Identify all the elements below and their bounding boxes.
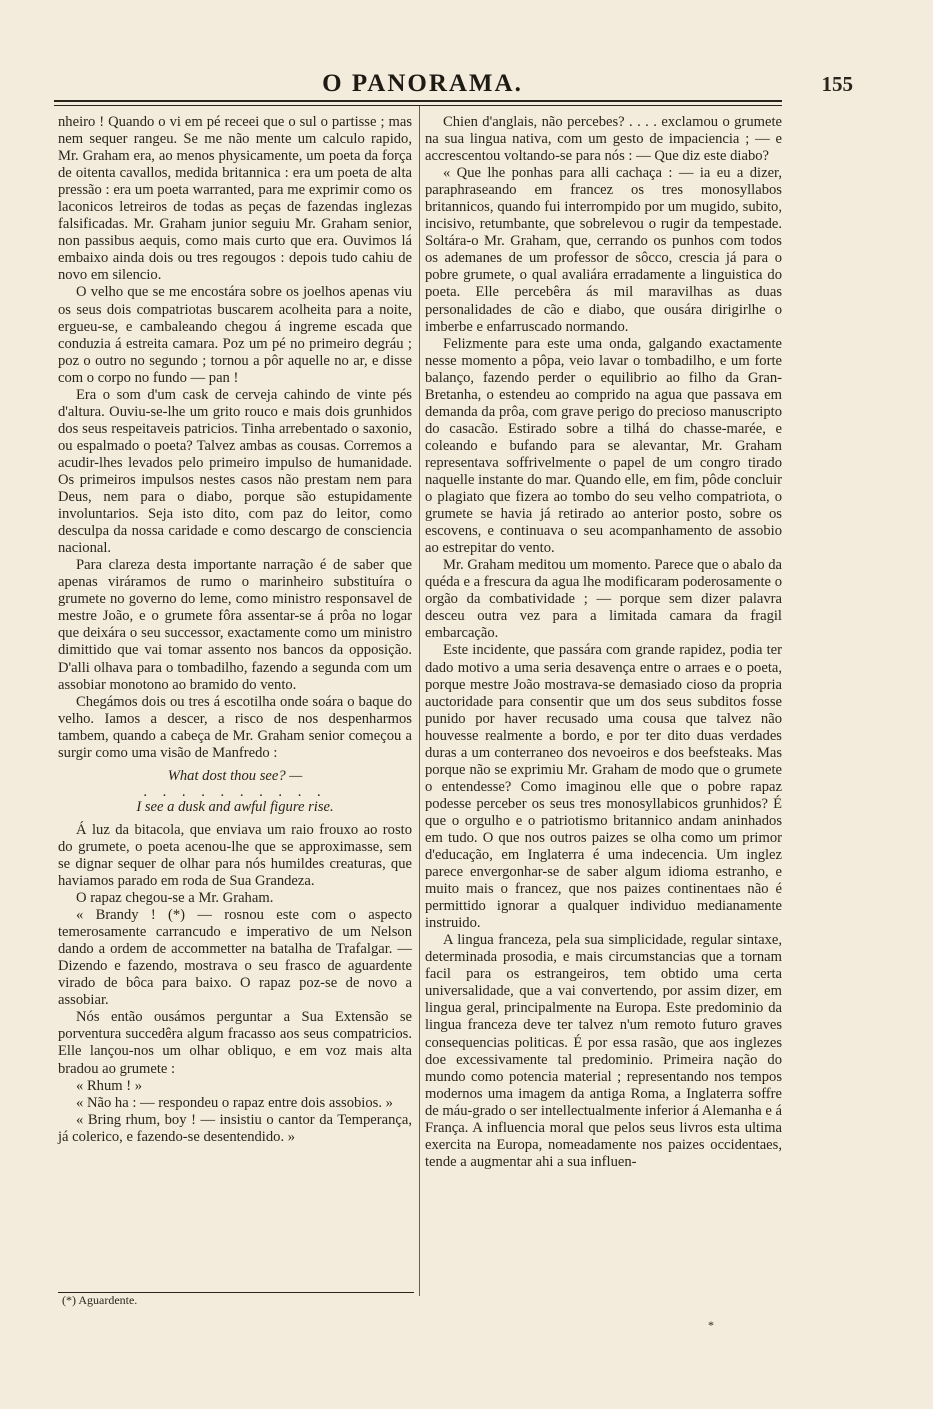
paragraph: Para clareza desta importante narração é de saber que apenas viráramos de rumo o marinheiro substituíra o grumete no governo do leme, como ministro responsavel de mestre João, e o grumete fôra assentar-se á prôa no logar que deixára o seu successor, exactamente como um ministro dimittido que vai tomar assento nos bancos da opposição. D'alli olhava para o tombadilho, fazendo a segunda com um assobiar monotono ao bramido do vento. <box>58 557 412 693</box>
footnote: (*) Aguardente. <box>62 1293 138 1307</box>
paragraph: O velho que se me encostára sobre os joelhos apenas viu os seus dois compatriotas buscarem acolheita para a noite, ergueu-se, e cambaleando chegou á ingreme escada que conduzia á estreita camara. Poz um pé no primeiro degráu ; poz o outro no segundo ; tornou a pôr aquelle no ar, e disse com o corpo no fundo — pan ! <box>58 284 412 386</box>
left-column <box>58 114 412 1146</box>
verse-line: I see a dusk and awful figure rise. <box>136 798 334 815</box>
paragraph: A lingua franceza, pela sua simplicidade, regular sintaxe, determinada prosodia, e mais circumstancias que a tornam facil para os estrangeiros, tem obtido uma certa universalidade, que a vai convertendo, por assim dizer, em lingua geral, principalmente na Europa. Este predominio da lingua franceza deve ter talvez n'um remoto futuro graves consequencias politicas. É por essa rasão, que aos inglezes doe excessivamente tal predominio. Primeira nação do mundo como potencia material ; representando nos tempos modernos uma imagem da antiga Roma, a Inglaterra soffre de máu-grado o ser intellectualmente inferior á Alemanha e á França. A influencia moral que pelos seus livros esta ultima exercita na Europa, nomeadamente nos paizes occidentaes, tende a augmentar ahi a sua influen- <box>425 932 782 1170</box>
paragraph: O rapaz chegou-se a Mr. Graham. <box>76 890 274 907</box>
paragraph: « Rhum ! » <box>76 1077 143 1094</box>
paragraph: Chegámos dois ou tres á escotilha onde soára o baque do velho. Iamos a descer, a risco de nos despenharmos tambem, quando a cabeça de Mr. Graham senior começou a surgir como uma visão de Manfredo : <box>58 693 412 761</box>
paragraph: « Não ha : — respondeu o rapaz entre dois assobios. » <box>76 1094 393 1111</box>
paragraph: Era o som d'um cask de cerveja cahindo de vinte pés d'altura. Ouviu-se-lhe um grito rouco e mais dois grunhidos dos seus respeitaveis patricios. Tinha arrebentado o saxonio, ou espalmado o poeta? Talvez ambas as cousas. Corremos a acudir-lhes levados pelo primeiro impulso de humanidade. Os primeiros impulsos nestes casos não prestam nem para Deus, nem para o diabo, porque são estupidamente involuntarios. Seja isto dito, com paz do leitor, como desculpa da nossa caridade e como descargo de consciencia nacional. <box>58 386 412 557</box>
paragraph: Este incidente, que passára com grande rapidez, podia ter dado motivo a uma seria desavença entre o arraes e o poeta, porque mestre João mostrava-se demasiado cioso da propria auctoridade para consentir que um dos seus subditos fosse punido por haver recusado uma cousa que talvez não houvesse realmente a bordo, e por ter dito duas verdades duras a um conterraneo dos nevoeiros e dos beefsteaks. Mas porque não se exprimiu Mr. Graham de modo que o grumete o entendesse? Como imaginou elle que o pobre rapaz podesse perceber os seus tres monosyllabicos grunhidos? É que o orgulho e o patriotismo britannico andam aninhados em tudo. O que nos outros paizes se olha como um primor d'educação, em Inglaterra é uma indecencia. Um inglez parece envergonhar-se de saber algum idioma estranho, e muito mais o francez, que nos paizes continentaes não é permittido ignorar a qualquer individuo medianamente instruido. <box>425 642 782 932</box>
page-number: 155 <box>821 72 853 96</box>
ellipsis-dots: . . . . . . . . . . <box>143 783 327 800</box>
signature-mark: * <box>708 1318 714 1332</box>
column-divider <box>419 106 420 1296</box>
paragraph: Nós então ousámos perguntar a Sua Extensão se porventura succedêra algum fracasso aos seus compatricios. Elle lançou-nos um olhar obliquo, e em voz mais alta bradou ao grumete : <box>58 1009 412 1077</box>
header-rule <box>54 100 782 106</box>
paragraph: Á luz da bitacola, que enviava um raio frouxo ao rosto do grumete, o poeta acenou-lhe que se approximasse, sem se dignar sequer de olhar para nós humildes creaturas, que haviamos parado em roda de Sua Grandeza. <box>58 821 412 890</box>
page-title: O PANORAMA. <box>322 70 523 97</box>
paragraph: « Brandy ! (*) — rosnou este com o aspecto temerosamente carrancudo e imperativo de um Nelson dando a ordem de accommetter na batalha de Trafalgar. — Dizendo e fazendo, mostrava o seu frasco de aguardente virado de bôca para baixo. O rapaz poz-se de novo a assobiar. <box>58 907 412 1009</box>
right-column <box>425 114 782 1171</box>
page-header <box>52 66 853 100</box>
paragraph: nheiro ! Quando o vi em pé receei que o sul o partisse ; mas nem sequer rangeu. Se me não mente um calculo rapido, Mr. Graham era, ao menos physicamente, um poeta da força de oitenta cavallos, medida britannica : era um poeta de alta pressão : era um poeta warranted, para me exprimir como os laconicos letreiros de todas as peças de fazendas inglezas falsificadas. Mr. Graham junior seguiu Mr. Graham senior, non passibus aequis, como mais curto que era. Ouvimos lá embaixo ainda dois ou tres regougos : depois tudo cahiu de novo em silencio. <box>58 114 412 284</box>
paragraph: « Bring rhum, boy ! — insistiu o cantor da Temperança, já colerico, e fazendo-se desentendido. » <box>58 1111 412 1145</box>
paragraph: Mr. Graham meditou um momento. Parece que o abalo da quéda e a frescura da agua lhe modificaram poderosamente o orgão da combatividade ; — porque sem dizer palavra desceu outra vez para a limitada camara da fragil embarcação. <box>425 557 782 642</box>
paragraph: « Que lhe ponhas para alli cachaça : — ia eu a dizer, paraphraseando em francez os tres monosyllabos britannicos, quando fui interrompido por um mugido, subito, incisivo, retumbante, que sobrelevou o rugir da tempestade. Soltára-o Mr. Graham, que, cerrando os punhos com todos os ademanes de um professor de sôcco, crescia já para o pobre grumete, o qual avaliára erradamente a linguistica do poeta. Elle percebêra ás mil maravilhas as duas personalidades de cão e diabo, que ousára dirigirlhe o imberbe e enfarruscado normando. <box>425 165 782 335</box>
paragraph: Felizmente para este uma onda, galgando exactamente nesse momento a pôpa, veio lavar o tombadilho, e um forte balanço, fazendo perder o equilibrio ao filho da Gran-Bretanha, o estendeu ao comprido na agua que passava em demanda da prôa, com grave perigo do precioso manuscripto do casacão. Estirado sobre a tilhá do chasse-marée, e coleando e bufando para se alevantar, Mr. Graham representava soffrivelmente o papel de um congro tirado naquelle instante do mar. Quando elle, em fim, pôde concluir o plagiato que fizera ao tombo do seu velho compatriota, o grumete se havia já retirado ao anterior posto, sobre os escovens, e continuava o seu acompanhamento de assobio ao estrepitar do vento. <box>425 335 782 557</box>
paragraph: Chien d'anglais, não percebes? . . . . exclamou o grumete na sua lingua nativa, com um gesto de impaciencia ; — e accrescentou voltando-se para nós : — Que diz este diabo? <box>425 114 782 165</box>
verse-line: What dost thou see? — <box>167 767 303 784</box>
